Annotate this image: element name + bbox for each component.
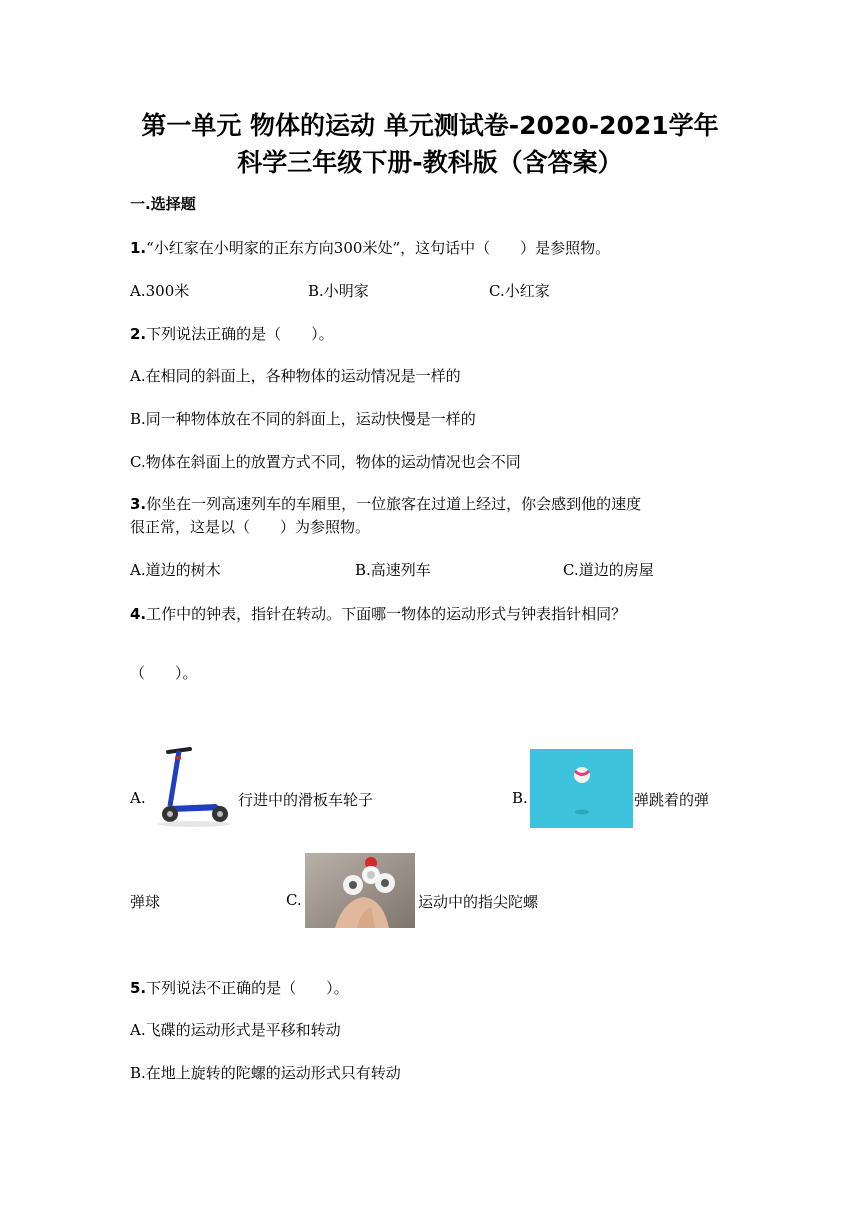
q5-option-b: B.在地上旋转的陀螺的运动形式只有转动 — [130, 1064, 401, 1082]
question-2 — [130, 323, 334, 344]
q2-option-c: C.物体在斜面上的放置方式不同，物体的运动情况也会不同 — [130, 453, 521, 471]
question-4-blank: （ ）。 — [130, 664, 198, 682]
q4-option-c-text: 运动中的指尖陀螺 — [418, 893, 539, 911]
q3-option-c: C.道边的房屋 — [563, 561, 654, 579]
question-3 — [130, 493, 641, 514]
question-1 — [130, 237, 610, 258]
bouncing-ball-image — [530, 749, 633, 828]
doc-title-line2: 科学三年级下册-教科版（含答案） — [237, 148, 623, 177]
section-heading: 一.选择题 — [130, 195, 196, 213]
doc-title-line1: 第一单元 物体的运动 单元测试卷-2020-2021学年 — [141, 111, 719, 140]
q5-option-a: A.飞碟的运动形式是平移和转动 — [130, 1021, 341, 1039]
question-text: 下列说法正确的是（ ）。 — [146, 325, 334, 343]
question-number: 1. — [130, 239, 147, 257]
question-text: “小红家在小明家的正东方向300米处”，这句话中（ ）是参照物。 — [146, 239, 611, 257]
q1-option-b: B.小明家 — [308, 282, 369, 300]
question-text-line1: 你坐在一列高速列车的车厢里，一位旅客在过道上经过，你会感到他的速度 — [146, 495, 642, 513]
question-5 — [130, 977, 349, 998]
q4-option-a-label: A. — [130, 789, 146, 807]
question-3-line2: 很正常，这是以（ ）为参照物。 — [130, 518, 371, 536]
question-number: 4. — [130, 605, 147, 623]
q4-option-b-text: 弹跳着的弹 — [634, 791, 710, 809]
question-number: 5. — [130, 979, 147, 997]
question-number: 2. — [130, 325, 147, 343]
q4-option-b-text-cont: 弹球 — [130, 893, 161, 911]
q1-option-a: A.300米 — [130, 282, 190, 300]
question-4 — [130, 603, 626, 624]
q4-option-c-label: C. — [286, 891, 302, 909]
fidget-spinner-image — [305, 853, 415, 928]
question-text: 工作中的钟表，指针在转动。下面哪一物体的运动形式与钟表指针相同？ — [146, 605, 627, 623]
q4-option-a-text: 行进中的滑板车轮子 — [238, 791, 374, 809]
q1-option-c: C.小红家 — [489, 282, 550, 300]
q4-option-b-label: B. — [512, 789, 528, 807]
question-text: 下列说法不正确的是（ ）。 — [146, 979, 349, 997]
question-number: 3. — [130, 495, 147, 513]
q3-option-a: A.道边的树木 — [130, 561, 221, 579]
scooter-image — [146, 744, 234, 828]
q2-option-b: B.同一种物体放在不同的斜面上，运动快慢是一样的 — [130, 410, 476, 428]
q3-option-b: B.高速列车 — [355, 561, 431, 579]
q2-option-a: A.在相同的斜面上，各种物体的运动情况是一样的 — [130, 367, 461, 385]
